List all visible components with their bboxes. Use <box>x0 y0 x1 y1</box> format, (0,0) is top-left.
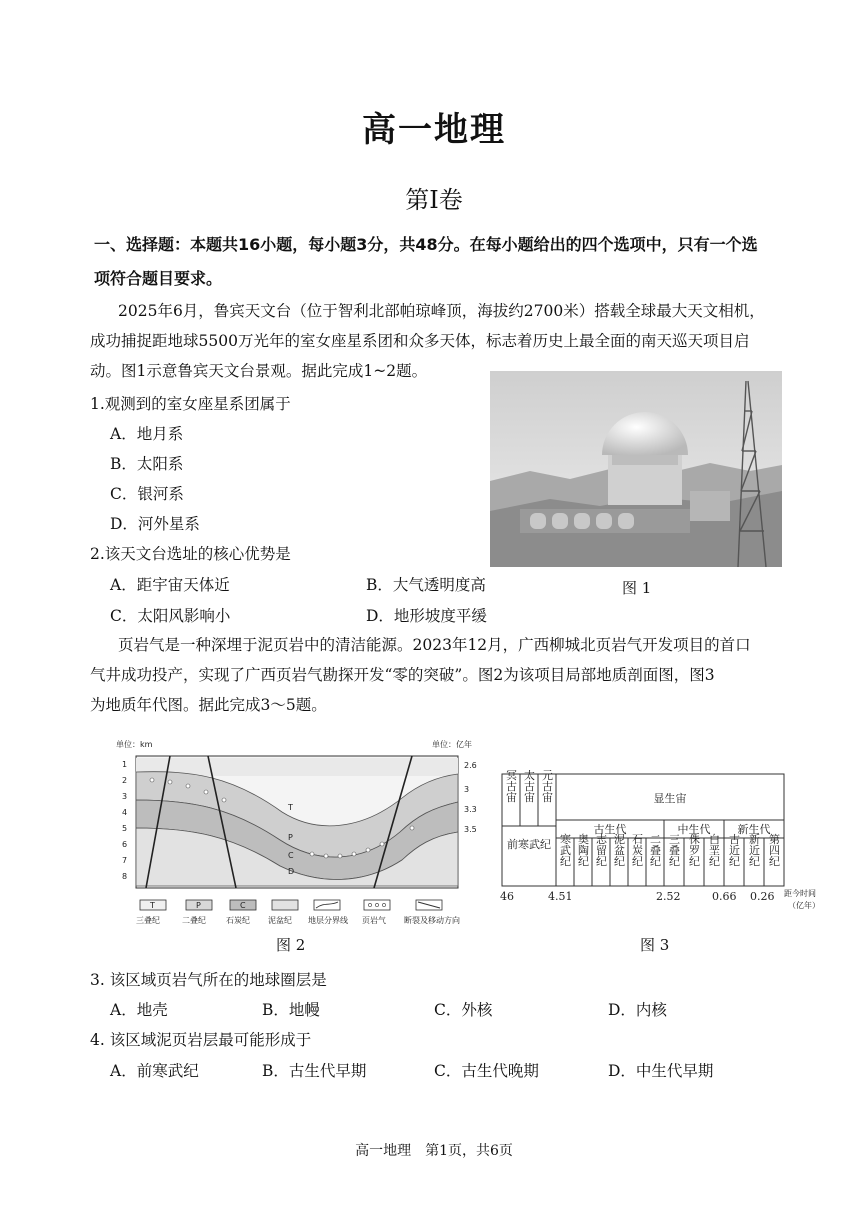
volume-heading: 第Ⅰ卷 <box>405 186 463 214</box>
period-quaternary: 第四纪 <box>767 833 781 867</box>
q1-option-b[interactable]: B．太阳系 <box>110 455 184 473</box>
depth-5: 5 <box>122 824 128 833</box>
age-3-5: 3.5 <box>464 825 477 834</box>
age-2-6: 2.6 <box>464 761 477 770</box>
layer-label-p: P <box>288 833 293 842</box>
q4-option-c[interactable]: C．古生代晚期 <box>434 1062 539 1080</box>
time-0-66: 0.66 <box>712 890 737 903</box>
fig2-unit-right: 单位：亿年 <box>432 740 472 749</box>
era-paleozoic: 古生代 <box>593 823 627 836</box>
q2-stem: 2.该天文台选址的核心优势是 <box>90 545 291 563</box>
period-silurian: 志留纪 <box>594 833 608 867</box>
period-cambrian: 寒武纪 <box>558 833 572 867</box>
passage1-line3: 动。图1示意鲁宾天文台景观。据此完成1~2题。 <box>90 362 428 380</box>
legend-code-t: T <box>150 901 155 910</box>
passage2-line3: 为地质年代图。据此完成3～5题。 <box>90 696 327 714</box>
period-ordovician: 奥陶纪 <box>576 833 590 867</box>
era-cenozoic: 新生代 <box>737 823 771 836</box>
period-jurassic: 侏罗纪 <box>687 833 701 867</box>
eon-archean: 太古宙 <box>522 770 536 803</box>
geologic-time-table <box>498 770 826 918</box>
q1-option-c[interactable]: C．银河系 <box>110 485 184 503</box>
legend-code-p: P <box>196 901 201 910</box>
passage2-line2: 气井成功投产，实现了广西页岩气勘探开发“零的突破”。图2为该项目局部地质剖面图，图3 <box>90 666 715 684</box>
eon-hadean: 冥古宙 <box>504 770 518 803</box>
q3-option-c[interactable]: C．外核 <box>434 1001 493 1019</box>
depth-7: 7 <box>122 856 128 865</box>
section-heading-line2: 项符合题目要求。 <box>94 269 223 288</box>
period-neogene: 新近纪 <box>747 833 761 867</box>
layer-label-t: T <box>288 803 293 812</box>
layer-label-c: C <box>288 851 294 860</box>
legend-label-boundary: 地层分界线 <box>308 916 348 925</box>
geologic-profile-diagram <box>112 736 492 932</box>
legend-label-permian: 二叠纪 <box>182 916 206 925</box>
age-3: 3 <box>464 785 470 794</box>
q3-option-d[interactable]: D．内核 <box>608 1001 667 1019</box>
fig1-caption: 图 1 <box>622 579 652 597</box>
depth-1: 1 <box>122 760 128 769</box>
age-3-3: 3.3 <box>464 805 477 814</box>
observatory-photo <box>490 371 782 567</box>
time-46: 46 <box>500 890 514 903</box>
q1-option-a[interactable]: A．地月系 <box>110 425 184 443</box>
section-heading-line1: 一、选择题：本题共16小题，每小题3分，共48分。在每小题给出的四个选项中，只有一个选 <box>94 235 758 254</box>
depth-6: 6 <box>122 840 128 849</box>
q3-option-a[interactable]: A．地壳 <box>110 1001 168 1019</box>
depth-3: 3 <box>122 792 128 801</box>
period-triassic: 三叠纪 <box>667 833 681 867</box>
q3-option-b[interactable]: B．地幔 <box>262 1001 320 1019</box>
time-axis-unit: （亿年） <box>788 901 820 910</box>
passage1-line2: 成功捕捉距地球5500万光年的室女座星系团和众多天体，标志着历史上最全面的南天巡天项目启 <box>90 332 750 350</box>
period-paleogene: 古近纪 <box>727 833 741 867</box>
layer-label-d: D <box>288 867 295 876</box>
period-permian: 二叠纪 <box>648 833 662 867</box>
time-axis-label: 距今时间 <box>784 889 816 898</box>
passage2-line1: 页岩气是一种深埋于泥页岩中的清洁能源。2023年12月，广西柳城北页岩气开发项目的首口 <box>118 636 751 654</box>
q2-option-a[interactable]: A．距宇宙天体近 <box>110 576 230 594</box>
q4-option-d[interactable]: D．中生代早期 <box>608 1062 714 1080</box>
legend-label-fault: 断裂及移动方向 <box>404 916 460 925</box>
depth-8: 8 <box>122 872 128 881</box>
precambrian-label: 前寒武纪 <box>507 838 551 851</box>
q2-option-c[interactable]: C．太阳风影响小 <box>110 607 231 625</box>
q4-option-b[interactable]: B．古生代早期 <box>262 1062 367 1080</box>
q2-option-d[interactable]: D．地形坡度平缓 <box>366 607 487 625</box>
period-cretaceous: 白垩纪 <box>707 833 721 867</box>
fig3-caption: 图 3 <box>640 936 670 954</box>
time-2-52: 2.52 <box>656 890 681 903</box>
legend-label-shale-gas: 页岩气 <box>362 916 386 925</box>
q3-stem: 3. 该区域页岩气所在的地球圈层是 <box>90 971 327 989</box>
period-devonian: 泥盆纪 <box>612 833 626 867</box>
time-4-51: 4.51 <box>548 890 573 903</box>
legend-label-triassic: 三叠纪 <box>136 916 160 925</box>
eon-proterozoic: 元古宙 <box>540 770 554 803</box>
period-carboniferous: 石炭纪 <box>630 833 644 867</box>
q4-option-a[interactable]: A．前寒武纪 <box>110 1062 199 1080</box>
q4-stem: 4. 该区域泥页岩层最可能形成于 <box>90 1031 312 1049</box>
legend-label-carboniferous: 石炭纪 <box>226 916 250 925</box>
q1-stem: 1.观测到的室女座星系团属于 <box>90 395 291 413</box>
eon-phanerozoic: 显生宙 <box>653 792 687 805</box>
depth-2: 2 <box>122 776 128 785</box>
q2-option-b[interactable]: B．大气透明度高 <box>366 576 486 594</box>
fig2-unit-left: 单位：km <box>116 740 153 749</box>
page-title: 高一地理 <box>362 110 506 150</box>
time-0-26: 0.26 <box>750 890 775 903</box>
passage1-line1: 2025年6月，鲁宾天文台（位于智利北部帕琼峰顶，海拔约2700米）搭载全球最大天文相机， <box>118 302 765 320</box>
q1-option-d[interactable]: D．河外星系 <box>110 515 200 533</box>
page-footer: 高一地理 第1页，共6页 <box>355 1143 513 1159</box>
era-mesozoic: 中生代 <box>677 823 711 836</box>
legend-label-devonian: 泥盆纪 <box>268 916 292 925</box>
fig2-caption: 图 2 <box>276 936 306 954</box>
legend-code-c: C <box>240 901 246 910</box>
depth-4: 4 <box>122 808 128 817</box>
